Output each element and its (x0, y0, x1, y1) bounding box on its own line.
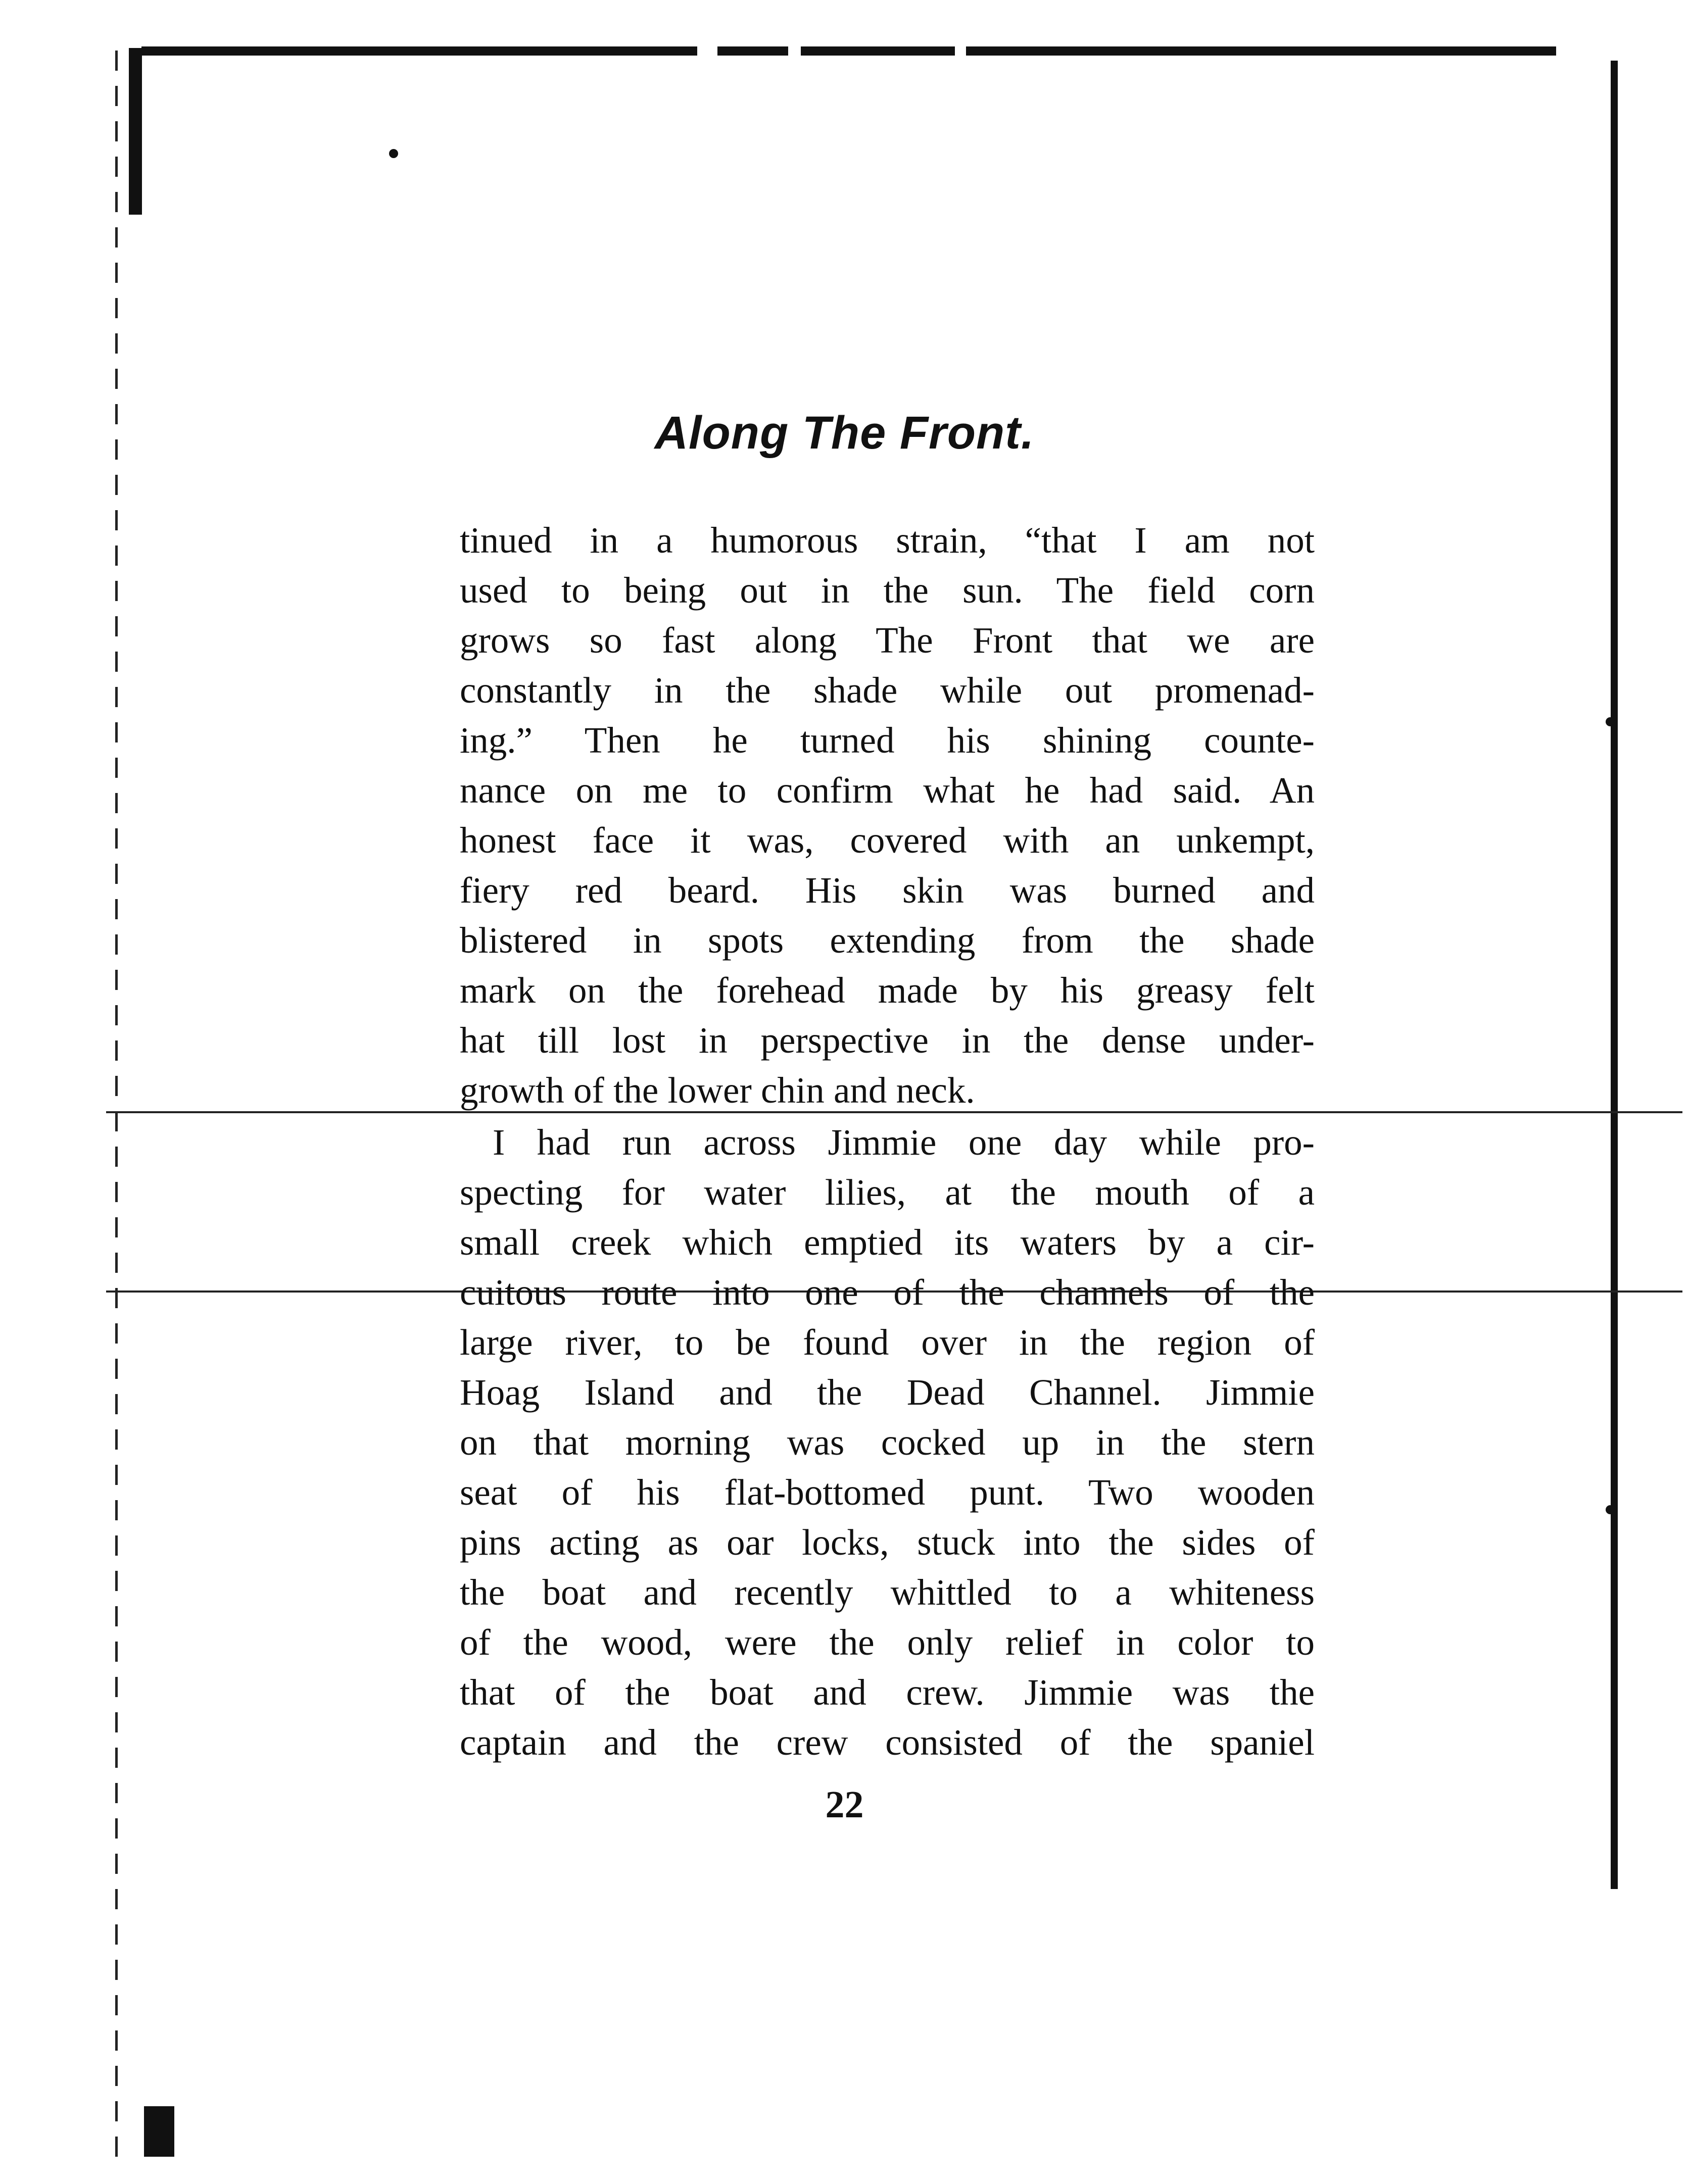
text-line: that of the boat and crew. Jimmie was the (460, 1672, 1315, 1713)
running-head: Along The Front. (654, 407, 1035, 459)
text-line: nance on me to confirm what he had said. An (460, 770, 1315, 811)
text-line: small creek which emptied its waters by a cir- (460, 1222, 1315, 1263)
scan-border-gap (788, 46, 801, 56)
body-text (460, 515, 1315, 1767)
text-line: Hoag Island and the Dead Channel. Jimmie (460, 1372, 1315, 1413)
text-line: the boat and recently whittled to a whiteness (460, 1572, 1315, 1613)
text-line: blistered in spots extending from the shade (460, 920, 1315, 961)
scan-speck (1606, 717, 1615, 726)
text-line: of the wood, were the only relief in color to (460, 1622, 1315, 1663)
scan-speck (389, 149, 398, 158)
text-line: I had run across Jimmie one day while pro- (493, 1122, 1315, 1163)
text-line: captain and the crew consisted of the spaniel (460, 1722, 1315, 1763)
scan-border-top (141, 46, 1556, 56)
paragraph (460, 515, 1315, 1115)
text-line: grows so fast along The Front that we are (460, 620, 1315, 661)
text-line: seat of his flat-bottomed punt. Two wooden (460, 1472, 1315, 1513)
scan-border-gap (955, 46, 966, 56)
text-line: honest face it was, covered with an unkempt, (460, 820, 1315, 861)
text-line: tinued in a humorous strain, “that I am not (460, 520, 1315, 561)
text-line: specting for water lilies, at the mouth of a (460, 1172, 1315, 1213)
scan-border-gap (697, 46, 717, 56)
scan-corner-mark (144, 2106, 174, 2157)
scan-speck (1606, 1505, 1615, 1514)
text-line: growth of the lower chin and neck. (460, 1070, 975, 1111)
text-line: ing.” Then he turned his shining counte- (460, 720, 1315, 761)
text-line: on that morning was cocked up in the stern (460, 1422, 1315, 1463)
page-number: 22 (825, 1783, 864, 1826)
text-line: fiery red beard. His skin was burned and (460, 870, 1315, 911)
scan-border-right (1611, 61, 1618, 1889)
text-line: pins acting as oar locks, stuck into the sides of (460, 1522, 1315, 1563)
scan-border-left (129, 48, 142, 215)
text-line: mark on the forehead made by his greasy felt (460, 970, 1315, 1011)
text-line: used to being out in the sun. The field corn (460, 570, 1315, 611)
text-line: large river, to be found over in the region of (460, 1322, 1315, 1363)
text-line: constantly in the shade while out promenad- (460, 670, 1315, 711)
text-line: cuitous route into one of the channels of the (460, 1272, 1315, 1313)
text-line: hat till lost in perspective in the dense under- (460, 1020, 1315, 1061)
paragraph (460, 1117, 1315, 1767)
